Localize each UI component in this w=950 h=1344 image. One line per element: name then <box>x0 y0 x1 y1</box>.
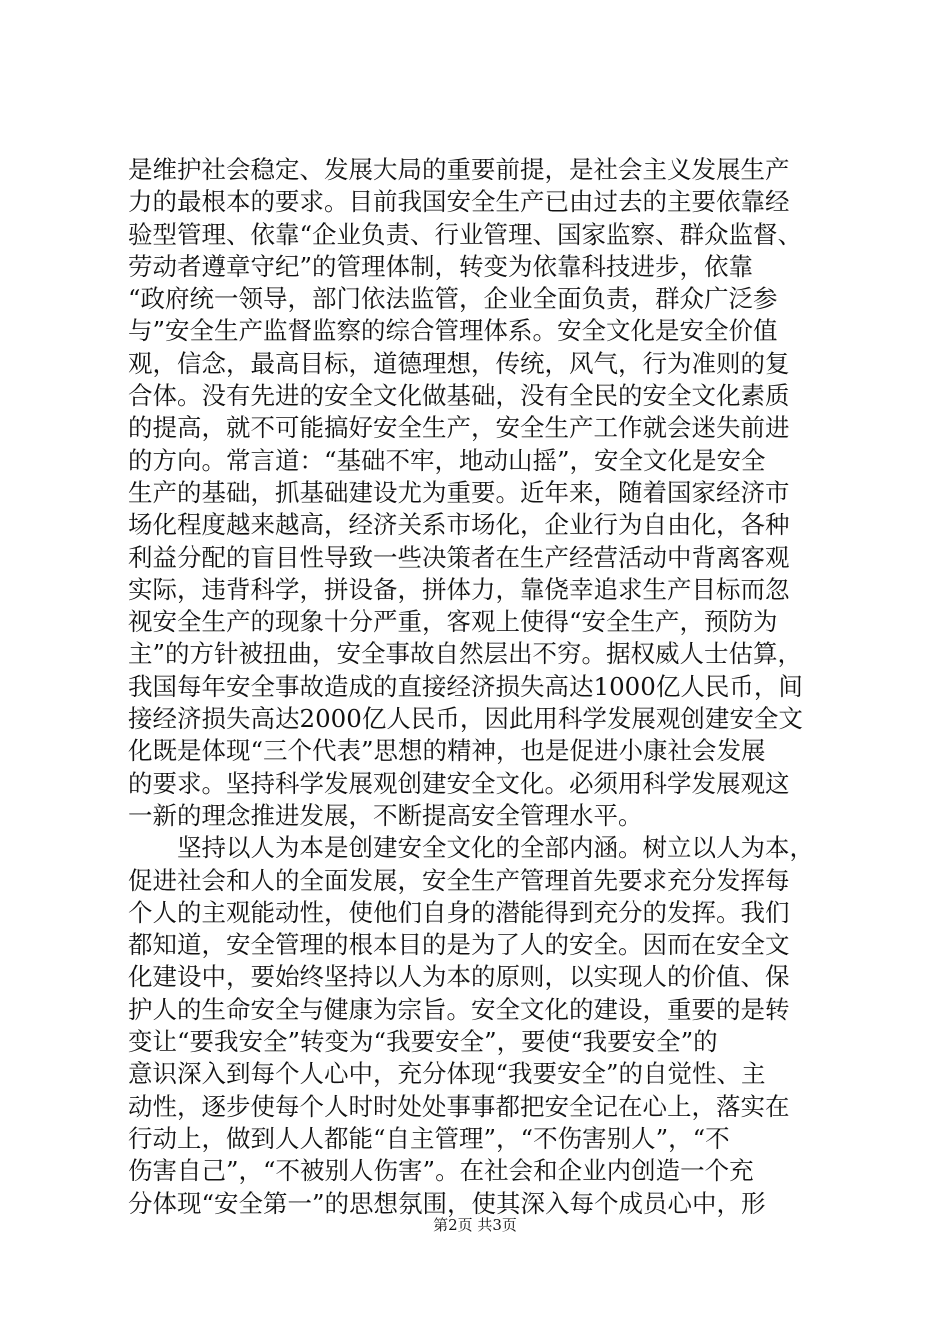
body-text <box>128 154 844 1220</box>
text-line: 主”的方针被扭曲，安全事故自然层出不穷。据权威人士估算， <box>128 639 803 669</box>
text-line: 利益分配的盲目性导致一些决策者在生产经营活动中背离客观 <box>128 542 790 572</box>
text-line: 生产的基础，抓基础建设尤为重要。近年来，随着国家经济市 <box>128 477 790 507</box>
text-line: 是维护社会稳定、发展大局的重要前提，是社会主义发展生产 <box>128 155 790 184</box>
text-line: 坚持以人为本是创建安全文化的全部内涵。树立以人为本， <box>128 833 814 863</box>
text-line: 分体现“安全第一”的思想氛围，使其深入每个成员心中，形 <box>128 1188 766 1218</box>
text-line: 促进社会和人的全面发展，安全生产管理首先要求充分发挥每 <box>128 865 790 895</box>
text-line: 视安全生产的现象十分严重，客观上使得“安全生产，预防为 <box>128 607 778 637</box>
text-line: 的方向。常言道：“基础不牢，地动山摇”，安全文化是安全 <box>128 445 766 475</box>
text-line: 伤害自己”，“不被别人伤害”。在社会和企业内创造一个充 <box>128 1156 754 1186</box>
text-line: 一新的理念推进发展，不断提高安全管理水平。 <box>128 800 643 830</box>
text-line: 实际，违背科学，拼设备，拼体力，靠侥幸追求生产目标而忽 <box>128 574 790 604</box>
text-line: 意识深入到每个人心中，充分体现“我要安全”的自觉性、主 <box>128 1059 766 1089</box>
text-line: 劳动者遵章守纪”的管理体制，转变为依靠科技进步，依靠 <box>128 251 754 281</box>
text-line: 动性，逐步使每个人时时处处事事都把安全记在心上，落实在 <box>128 1091 790 1121</box>
text-line: 变让“要我安全”转变为“我要安全”，要使“我要安全”的 <box>128 1027 718 1057</box>
text-line: 化既是体现“三个代表”思想的精神，也是促进小康社会发展 <box>128 736 766 766</box>
text-line: 验型管理、依靠“企业负责、行业管理、国家监察、群众监督、 <box>128 219 803 249</box>
text-line: 力的最根本的要求。目前我国安全生产已由过去的主要依靠经 <box>128 187 790 217</box>
text-line: 都知道，安全管理的根本目的是为了人的安全。因而在安全文 <box>128 930 790 960</box>
text-line: 场化程度越来越高，经济关系市场化，企业行为自由化，各种 <box>128 510 790 540</box>
text-line: “政府统一领导，部门依法监管，企业全面负责，群众广泛参 <box>128 284 778 314</box>
text-line: 化建设中，要始终坚持以人为本的原则，以实现人的价值、保 <box>128 962 790 992</box>
text-line: 观，信念，最高目标，道德理想，传统，风气，行为准则的复 <box>128 348 790 378</box>
text-line: 的提高，就不可能搞好安全生产，安全生产工作就会迷失前进 <box>128 413 790 443</box>
text-line: 接经济损失高达2000亿人民币，因此用科学发展观创建安全文 <box>128 704 803 734</box>
text-line: 我国每年安全事故造成的直接经济损失高达1000亿人民币，间 <box>128 671 803 701</box>
text-line: 合体。没有先进的安全文化做基础，没有全民的安全文化素质 <box>128 381 790 411</box>
text-line: 行动上，做到人人都能“自主管理”，“不伤害别人”，“不 <box>128 1123 730 1153</box>
text-line: 个人的主观能动性，使他们自身的潜能得到充分的发挥。我们 <box>128 897 790 927</box>
text-line: 与”安全生产监督监察的综合管理体系。安全文化是安全价值 <box>128 316 778 346</box>
text-line: 护人的生命安全与健康为宗旨。安全文化的建设，重要的是转 <box>128 994 790 1024</box>
page-number-footer: 第2页 共3页 <box>433 1216 517 1234</box>
text-line: 的要求。坚持科学发展观创建安全文化。必须用科学发展观这 <box>128 768 790 798</box>
